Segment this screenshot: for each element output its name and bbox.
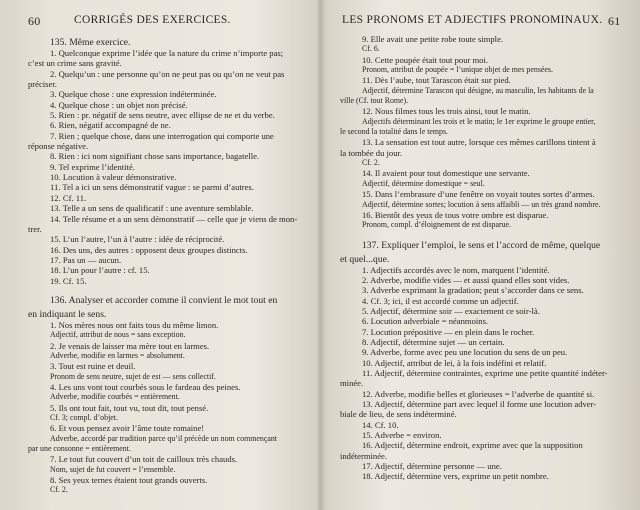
text-line: indéterminée. <box>340 450 388 461</box>
text-line: Adjectif, détermine Tarascon qui désigne, au masculin, les habitants de la <box>362 85 594 95</box>
text-line: réponse négative. <box>28 141 89 152</box>
text-line: 6. Rien, négatif accompagné de ne. <box>50 120 171 131</box>
text-line: 7. Le tout fut couvert d’un toit de cailloux très chauds. <box>50 454 238 465</box>
right-running-header: LES PRONOMS ET ADJECTIFS PRONOMINAUX. <box>342 14 603 26</box>
text-line: Adjectif, détermine domestique = seul. <box>362 178 485 188</box>
text-line: 11. Adjectif, détermine contraintes, exprime une petite quantité indéter- <box>362 367 608 378</box>
text-line: par une consonne = entièrement. <box>28 444 131 454</box>
right-page-number: 61 <box>608 14 621 28</box>
text-line: 9. Adverbe, forme avec peu une locution du sens de un peu. <box>362 347 568 358</box>
text-line: préciser. <box>28 79 57 90</box>
text-line: 1. Adjectifs accordés avec le nom, marquent l’identité. <box>362 264 550 275</box>
text-line: 17. Adjectif, détermine personne — une. <box>362 461 502 472</box>
text-line: 8. Adjectif, détermine sujet — un certain. <box>362 336 505 347</box>
text-line: Cf. 2. <box>362 158 380 168</box>
text-line: Nom, sujet de fut couvert = l’ensemble. <box>50 464 176 474</box>
text-line: 15. Adverbe = environ. <box>362 430 442 441</box>
text-line: 10. Cette poupée était tout pour moi. <box>362 54 489 65</box>
text-line: Adjectifs déterminant les trois et le matin; le 1er exprime le groupe entier, <box>362 116 596 126</box>
text-line: 15. Dans l’embrasure d’une fenêtre on voyait toutes sortes d’armes. <box>362 189 595 200</box>
text-line: 9. Elle avait une petite robe toute simple. <box>362 34 504 44</box>
text-line: 10. Locution à valeur démonstrative. <box>50 172 177 183</box>
left-page-number: 60 <box>28 14 41 28</box>
text-line: 4. Quelque chose : un objet non précisé. <box>50 99 188 110</box>
text-line: 2. Quelqu’un : une personne qu’on ne peut pas ou qu’on ne veut pas <box>50 68 285 79</box>
text-line: 16. Des uns, des autres : opposent deux groupes distincts. <box>50 244 248 255</box>
text-line: 12. Adverbe, modifie belles et glorieuses = l’adverbe de quantité si. <box>362 388 595 399</box>
text-line: c’est un crime sans gravité. <box>28 58 122 69</box>
text-line: ville (Cf. tout Rome). <box>340 96 409 106</box>
text-line: Adverbe, modifie en larmes = absolument. <box>50 350 185 360</box>
text-line: 7. Locution prépositive — en plein dans le rocher. <box>362 326 535 337</box>
text-line: 17. Pas un — aucun. <box>50 254 122 265</box>
text-line: 12. Cf. 11. <box>50 192 87 203</box>
text-line: 15. L’un l’autre, l’un à l’autre : idée de réciprocité. <box>50 234 225 245</box>
text-line: 18. L’un pour l’autre : cf. 15. <box>50 265 150 276</box>
text-line: minée. <box>340 378 364 389</box>
left-running-header: CORRIGÉS DES EXERCICES. <box>74 14 231 26</box>
paragraph-gap <box>28 286 310 292</box>
text-line: Adverbe, accordé par tradition parce qu’il précède un nom commençant <box>50 433 277 443</box>
text-line: 8. Rien : ici nom signifiant chose sans importance, bagatelle. <box>50 151 260 162</box>
text-line: Cf. 2. <box>50 485 68 495</box>
text-line: 13. Adjectif, détermine part avec lequel il forme une locution adver- <box>362 399 597 409</box>
text-line: 12. Nous filmes tous les trois ainsi, tout le matin. <box>362 106 531 117</box>
text-line: 5. Rien : pr. négatif de sens neutre, avec ellipse de ne et du verbe. <box>50 110 275 121</box>
text-line: 14. Telle résume et a un sens démonstratif — celle que je viens de mon- <box>50 213 298 224</box>
text-line: Cf. 6. <box>362 44 380 54</box>
text-line: Cf. 3; compl. d’objet. <box>50 413 118 422</box>
text-line: Adverbe, modifie courbés = entièrement. <box>50 392 180 402</box>
right-page-text <box>340 34 628 482</box>
text-line: Pronom, compl. d’éloignement de est disparue. <box>362 220 512 230</box>
text-line: en indiquant le sens. <box>28 308 107 320</box>
text-line: 18. Adjectif, détermine vers, exprime un petit nombre. <box>362 471 549 482</box>
text-line: biale de lieu, de sens indéterminé. <box>340 409 457 420</box>
text-line: 19. Cf. 15. <box>50 275 87 286</box>
text-line: 1. Quelconque exprime l’idée que la nature du crime n’importe pas; <box>50 48 284 58</box>
text-line: le second la totalité dans le temps. <box>340 127 449 137</box>
text-line: 6. Et vous pensez avoir l’âme toute romaine! <box>50 423 205 434</box>
text-line: 5. Ils ont tout fait, tout vu, tout dit, tout pensé. <box>50 402 209 413</box>
text-line: 3. Adverbe exprimant la gradation; peut s’accorder dans ce sens. <box>362 285 584 296</box>
text-line: 7. Rien ; quelque chose, dans une interrogation qui comporte une <box>50 130 274 141</box>
text-line: 9. Tel exprime l’identité. <box>50 161 135 172</box>
text-line: 4. Cf. 3; ici, il est accordé comme un adjectif. <box>362 295 519 306</box>
text-line: 135. Même exercice. <box>50 37 131 48</box>
text-line: 5. Adjectif, détermine soir — exactement ce soir-là. <box>362 305 540 316</box>
text-line: 14. Il avaient pour tout domestique une servante. <box>362 168 530 179</box>
text-line: 8. Ses yeux ternes étaient tout grands ouverts. <box>50 475 208 486</box>
text-line: 16. Adjectif, détermine endroit, exprime avec que la supposition <box>362 440 583 451</box>
text-line: 10. Adjectif, attribut de lei, à la fois indéfini et relatif. <box>362 357 547 368</box>
text-line: 11. Dès l’aube, tout Tarascon était sur pied. <box>362 75 511 86</box>
right-page <box>322 0 640 510</box>
text-line: 11. Tel a ici un sens démonstratif vague : se parmi d’autres. <box>50 182 254 193</box>
text-line: 2. Je venais de laisser ma mère tout en larmes. <box>50 340 210 351</box>
text-line: 13. Telle a un sens de qualificatif : une aventure semblable. <box>50 203 254 214</box>
text-line: 16. Bientôt des yeux de tous votre ombre est disparue. <box>362 209 549 220</box>
text-line: la tombée du jour. <box>340 147 403 158</box>
text-line: trer. <box>28 223 42 234</box>
text-line: Adjectif, attribut de nous = sans exception. <box>50 330 186 340</box>
text-line: 137. Expliquer l’emploi, le sens et l’accord de même, quelque <box>362 239 601 251</box>
text-line: 14. Cf. 10. <box>362 419 399 430</box>
paragraph-gap <box>340 231 628 237</box>
text-line: Adjectif, détermine sortes; locution à sens affaibli — un très grand nombre. <box>362 199 601 209</box>
text-line: 3. Quelque chose : une expression indéterminée. <box>50 89 217 100</box>
text-line: 2. Adverbe, modifie vides — et aussi quand elles sont vides. <box>362 274 570 285</box>
text-line: Pronom, attribut de poupée = l’unique objet de mes pensées. <box>362 65 553 75</box>
text-line: 13. La sensation est tout autre, lorsque ces mêmes carillons tintent à <box>362 137 596 148</box>
text-line: 136. Analyser et accorder comme il convient le mot tout en <box>50 294 278 306</box>
text-line: 4. Les uns vont tout courbés sous le fardeau des peines. <box>50 381 241 392</box>
text-line: 1. Nos mères nous ont faits tous du même limon. <box>50 319 219 330</box>
left-page-text <box>28 34 310 496</box>
text-line: 6. Locution adverbiale = néanmoins. <box>362 316 489 327</box>
text-line: Pronom de sens neutre, sujet de est — sens collectif. <box>50 371 216 381</box>
text-line: et quel...que. <box>340 253 390 265</box>
text-line: 3. Tout est ruine et deuil. <box>50 361 136 372</box>
